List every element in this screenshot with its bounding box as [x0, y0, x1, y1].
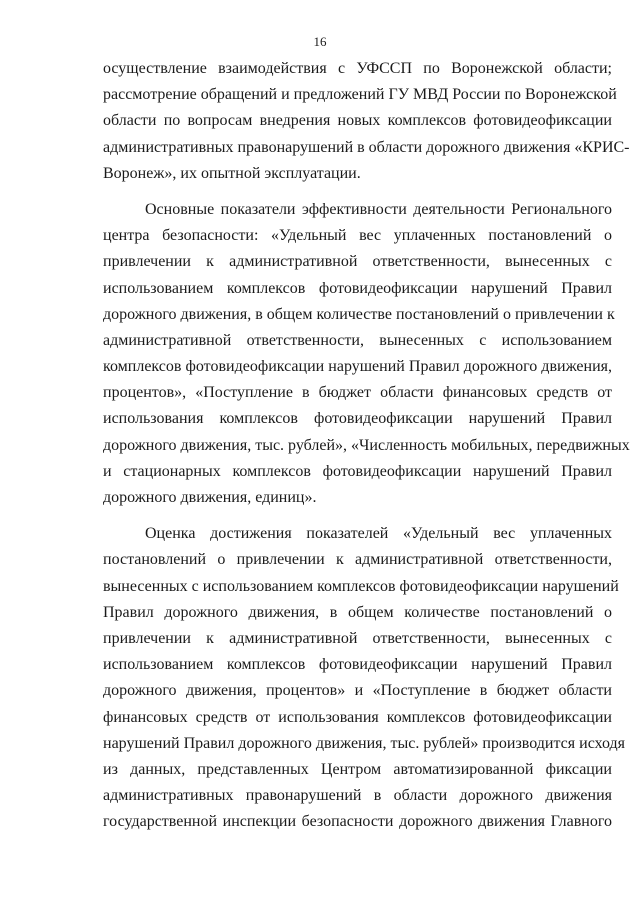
- text-line: Основные показатели эффективности деятельности Регионального: [145, 200, 612, 218]
- text-line: центра безопасности: «Удельный вес уплаченных постановлений о: [103, 227, 612, 245]
- text-line: Оценка достижения показателей «Удельный вес уплаченных: [145, 525, 612, 543]
- text-line: нарушений Правил дорожного движения, тыс. рублей» производится исходя: [103, 734, 626, 752]
- text-line: рассмотрение обращений и предложений ГУ МВД России по Воронежской: [103, 86, 617, 104]
- text-line: дорожного движения, в общем количестве постановлений о привлечении к: [103, 305, 615, 323]
- text-line: дорожного движения, единиц».: [103, 489, 317, 506]
- text-line: административных правонарушений в области дорожного движения: [103, 787, 612, 805]
- text-line: и стационарных комплексов фотовидеофиксации нарушений Правил: [103, 462, 612, 480]
- text-line: финансовых средств от использования комплексов фотовидеофиксации: [103, 708, 612, 726]
- text-line: использованием комплексов фотовидеофиксации нарушений Правил: [103, 279, 612, 297]
- text-line: из данных, представленных Центром автоматизированной фиксации: [103, 760, 612, 778]
- paragraph-1: [103, 56, 630, 187]
- text-line: процентов», «Поступление в бюджет области финансовых средств от: [103, 384, 612, 402]
- text-line: комплексов фотовидеофиксации нарушений Правил дорожного движения,: [103, 358, 612, 376]
- text-line: дорожного движения, тыс. рублей», «Численность мобильных, передвижных: [103, 436, 630, 454]
- text-line: государственной инспекции безопасности дорожного движения Главного: [103, 813, 612, 831]
- page-number: 16: [313, 34, 327, 49]
- text-line: административных правонарушений в области дорожного движения «КРИС-: [103, 138, 630, 156]
- text-line: использования комплексов фотовидеофиксации нарушений Правил: [103, 410, 612, 428]
- text-line: Воронеж», их опытной эксплуатации.: [103, 164, 361, 182]
- text-line: области по вопросам внедрения новых комплексов фотовидеофиксации: [103, 112, 612, 130]
- paragraph-3: [103, 521, 626, 835]
- text-line: привлечении к административной ответственности, вынесенных с: [103, 629, 612, 647]
- text-line: осуществление взаимодействия с УФССП по Воронежской области;: [103, 60, 612, 77]
- document-body: [103, 56, 630, 835]
- text-line: постановлений о привлечении к административной ответственности,: [103, 551, 612, 569]
- paragraph-2: [103, 197, 630, 511]
- text-line: вынесенных с использованием комплексов фотовидеофиксации нарушений: [103, 577, 619, 595]
- text-line: использованием комплексов фотовидеофиксации нарушений Правил: [103, 656, 612, 674]
- text-line: административной ответственности, вынесенных с использованием: [103, 331, 612, 349]
- text-line: дорожного движения, процентов» и «Поступление в бюджет области: [103, 682, 612, 700]
- text-line: Правил дорожного движения, в общем количестве постановлений о: [103, 603, 612, 621]
- text-line: привлечении к административной ответственности, вынесенных с: [103, 253, 612, 271]
